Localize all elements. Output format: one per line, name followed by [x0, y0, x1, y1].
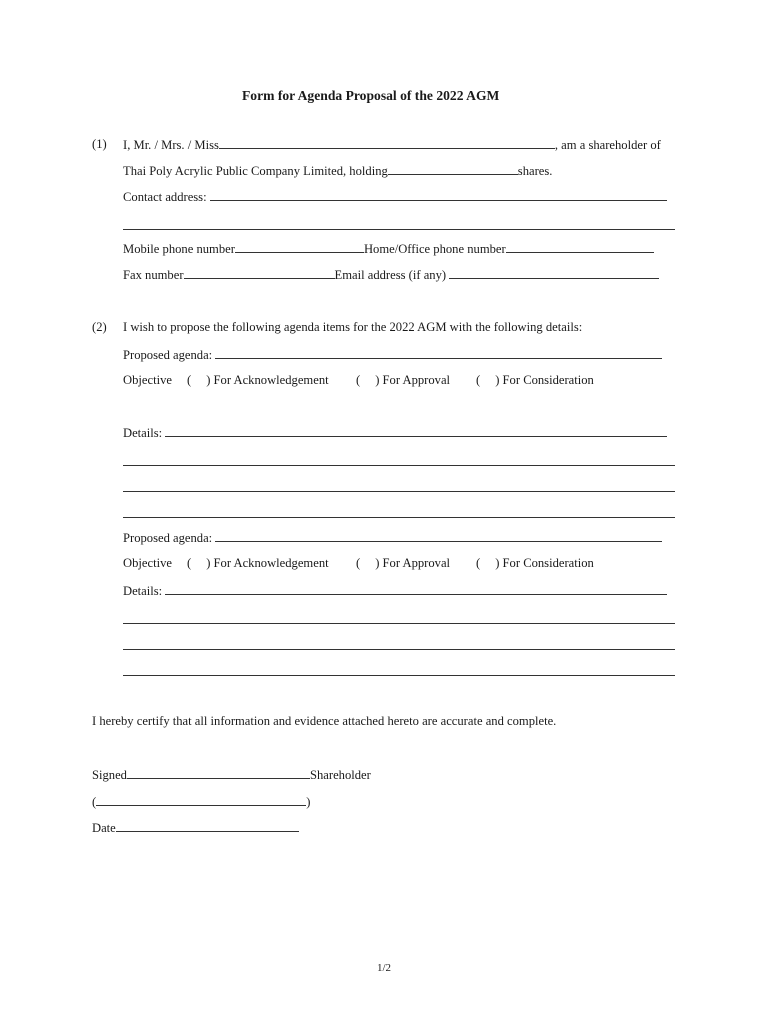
details-2-field[interactable]: [165, 584, 667, 595]
company-suffix: shares.: [517, 164, 553, 178]
shares-field[interactable]: [388, 164, 518, 175]
proposed-agenda-2-line: [123, 531, 662, 545]
details-1-line: [123, 426, 667, 440]
email-label: Email address (if any): [334, 268, 447, 282]
date-field[interactable]: [116, 821, 299, 832]
contact-label: Contact address:: [123, 190, 207, 204]
details-1-line-4[interactable]: [123, 517, 675, 518]
mobile-label: Mobile phone number: [123, 242, 235, 256]
phone-line: [123, 242, 654, 256]
printed-name-line: [92, 795, 310, 809]
section-1-number: (1): [92, 137, 107, 151]
details-1-field[interactable]: [165, 426, 667, 437]
objective-1-label: Objective: [123, 373, 172, 387]
objective-2-label: Objective: [123, 556, 172, 570]
company-prefix: Thai Poly Acrylic Public Company Limited, holding: [123, 164, 388, 178]
proposed-agenda-2-field[interactable]: [215, 531, 662, 542]
details-2-line-2[interactable]: [123, 623, 675, 624]
details-1-line-2[interactable]: [123, 465, 675, 466]
form-title: Form for Agenda Proposal of the 2022 AGM: [242, 88, 500, 103]
objective-1-consideration-option[interactable]: [476, 374, 594, 387]
approval-label: ) For Approval: [375, 556, 451, 570]
proposed-agenda-1-label: Proposed agenda:: [123, 348, 213, 362]
shareholder-label: Shareholder: [309, 768, 371, 782]
signed-line: [92, 768, 371, 782]
checkbox-open-paren: (: [476, 373, 481, 387]
acknowledgement-label: ) For Acknowledgement: [206, 556, 329, 570]
objective-2-consideration-option[interactable]: [476, 557, 594, 570]
holding-line: [123, 164, 552, 178]
name-line: [123, 138, 661, 152]
details-2-label: Details:: [123, 584, 163, 598]
checkbox-open-paren: (: [187, 373, 192, 387]
objective-2-approval-option[interactable]: [356, 557, 450, 570]
acknowledgement-label: ) For Acknowledgement: [206, 373, 329, 387]
fax-field[interactable]: [184, 268, 335, 279]
contact-line: [123, 190, 667, 204]
certification-statement: I hereby certify that all information and evidence attached hereto are accurate and complete.: [92, 714, 557, 728]
fax-label: Fax number: [123, 268, 184, 282]
name-prefix: I, Mr. / Mrs. / Miss: [123, 138, 219, 152]
details-2-line-4[interactable]: [123, 675, 675, 676]
date-line: [92, 821, 299, 835]
proposed-agenda-2-label: Proposed agenda:: [123, 531, 213, 545]
proposed-agenda-1-field[interactable]: [215, 348, 662, 359]
objective-1-acknowledgement-option[interactable]: [187, 374, 329, 387]
signed-label: Signed: [92, 768, 127, 782]
signature-field[interactable]: [127, 768, 310, 779]
objective-1-approval-option[interactable]: [356, 374, 450, 387]
name-suffix: , am a shareholder of: [554, 138, 661, 152]
approval-label: ) For Approval: [375, 373, 451, 387]
consideration-label: ) For Consideration: [495, 373, 594, 387]
close-paren: ): [306, 795, 311, 809]
details-2-line: [123, 584, 667, 598]
details-1-line-3[interactable]: [123, 491, 675, 492]
checkbox-open-paren: (: [356, 556, 361, 570]
proposed-agenda-1-line: [123, 348, 662, 362]
mobile-phone-field[interactable]: [235, 242, 364, 253]
checkbox-open-paren: (: [476, 556, 481, 570]
contact-address-line-2[interactable]: [123, 229, 675, 230]
contact-address-field[interactable]: [210, 190, 667, 201]
home-office-phone-field[interactable]: [506, 242, 654, 253]
home-office-label: Home/Office phone number: [363, 242, 506, 256]
section-2-intro: I wish to propose the following agenda items for the 2022 AGM with the following details:: [123, 320, 583, 334]
printed-name-field[interactable]: [96, 795, 306, 806]
details-2-line-3[interactable]: [123, 649, 675, 650]
objective-2-acknowledgement-option[interactable]: [187, 557, 329, 570]
checkbox-open-paren: (: [356, 373, 361, 387]
fax-email-line: [123, 268, 659, 282]
page-number: 1/2: [377, 962, 392, 974]
consideration-label: ) For Consideration: [495, 556, 594, 570]
email-field[interactable]: [449, 268, 659, 279]
details-1-label: Details:: [123, 426, 163, 440]
open-paren: (: [92, 795, 97, 809]
name-field[interactable]: [219, 138, 555, 149]
section-2-number: (2): [92, 320, 107, 334]
date-label: Date: [92, 821, 116, 835]
checkbox-open-paren: (: [187, 556, 192, 570]
